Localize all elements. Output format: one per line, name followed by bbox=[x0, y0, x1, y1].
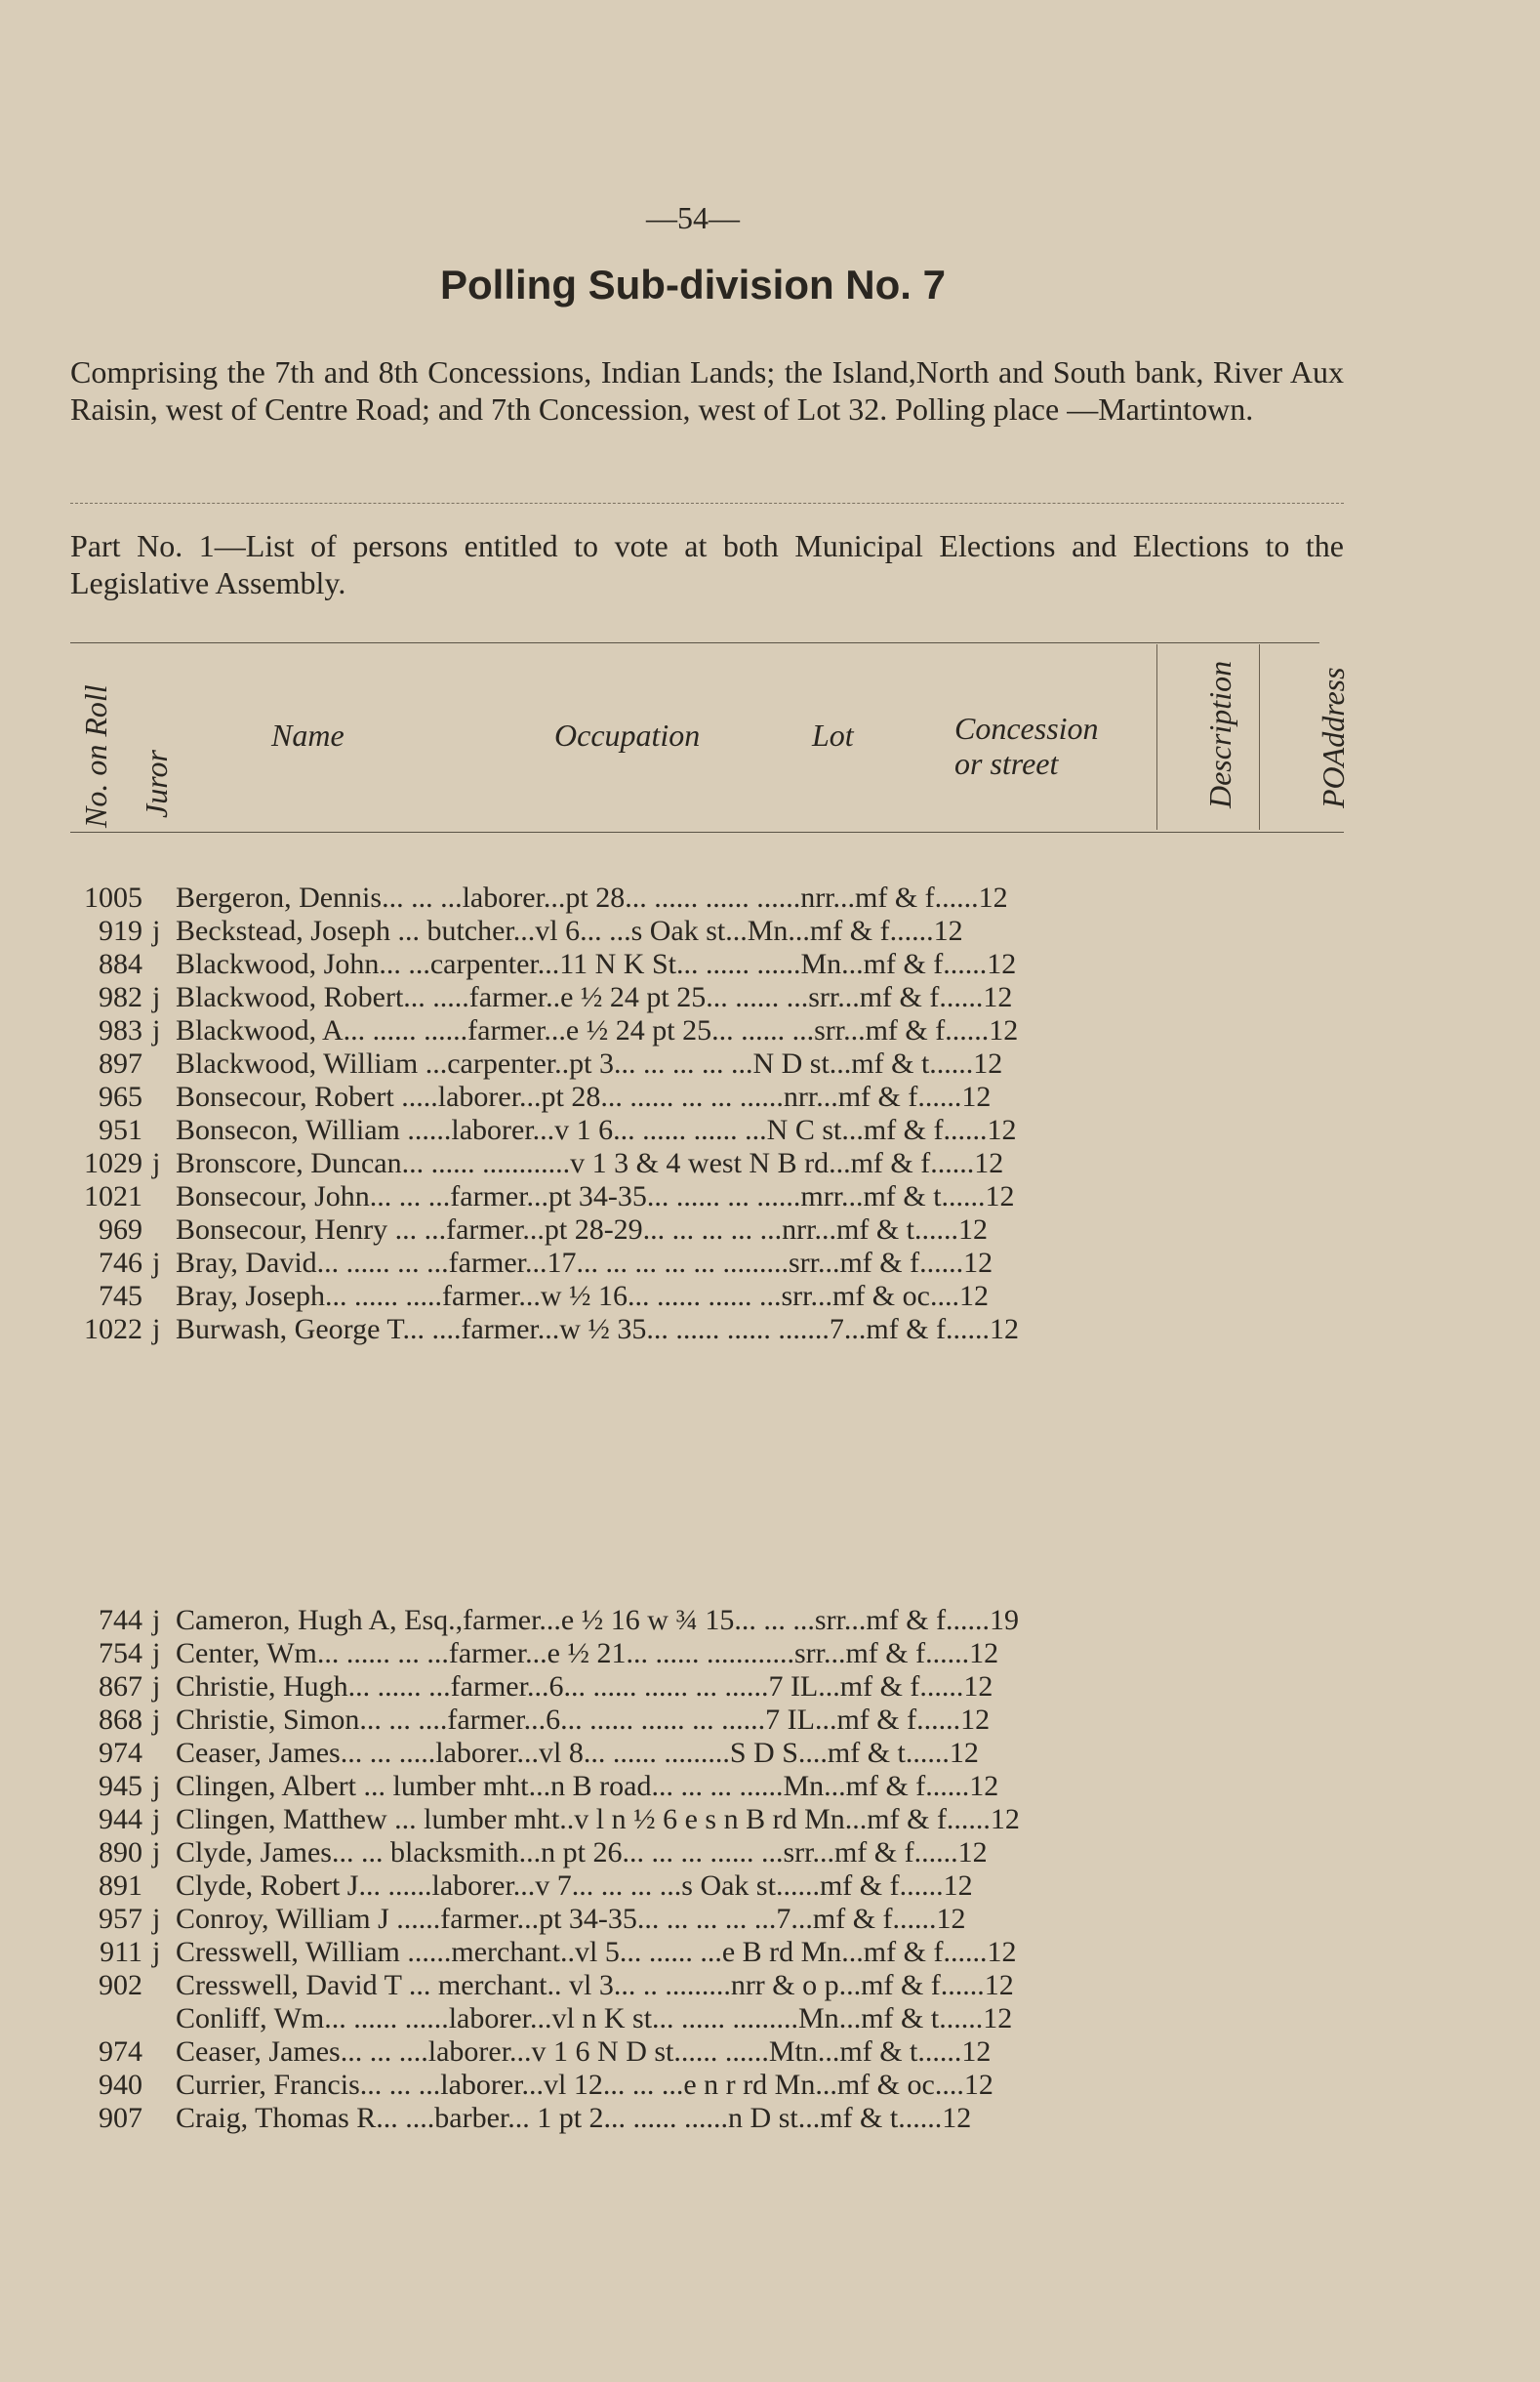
voter-list-group-2 bbox=[70, 1604, 1358, 2135]
page-title: Polling Sub-division No. 7 bbox=[439, 262, 946, 308]
roll-number: 945 bbox=[99, 1770, 142, 1802]
header-po-address: POAddress bbox=[1316, 667, 1351, 808]
roll-number: 754 bbox=[99, 1637, 142, 1669]
roll-number: 746 bbox=[99, 1247, 142, 1279]
roll-number: 1029 bbox=[84, 1147, 142, 1179]
voter-entry: Burwash, George T... ....farmer...w ½ 35... ...... ...... .......7...mf & f......12 bbox=[176, 1313, 1020, 1345]
juror-mark: j bbox=[152, 1604, 161, 1636]
voter-entry: Blackwood, Robert... .....farmer..e ½ 24 pt 25... ...... ...srr...mf & f......12 bbox=[176, 981, 1013, 1013]
list-item bbox=[70, 1936, 1358, 1969]
header-description: Description bbox=[1202, 660, 1237, 808]
header-no-on-roll: No. on Roll bbox=[78, 684, 113, 828]
list-item bbox=[70, 1213, 1358, 1247]
list-item bbox=[70, 1637, 1358, 1670]
voter-list-group-1 bbox=[70, 882, 1358, 1346]
list-item bbox=[70, 2102, 1358, 2135]
list-item bbox=[70, 2035, 1358, 2069]
list-item bbox=[70, 1903, 1358, 1936]
list-item bbox=[70, 1803, 1358, 1836]
voter-entry: Bonsecour, Robert .....laborer...pt 28... ...... ... ... ......nrr...mf & f......12 bbox=[176, 1081, 992, 1113]
roll-number: 902 bbox=[99, 1969, 142, 2001]
voter-entry: Cresswell, David T ... merchant.. vl 3... .. .........nrr & o p...mf & f......12 bbox=[176, 1969, 1014, 2001]
juror-mark: j bbox=[152, 1903, 161, 1935]
list-item bbox=[70, 1047, 1358, 1081]
voter-entry: Cresswell, William ......merchant..vl 5... ...... ...e B rd Mn...mf & f......12 bbox=[176, 1936, 1017, 1968]
roll-number: 940 bbox=[99, 2069, 142, 2101]
juror-mark: j bbox=[152, 1014, 161, 1047]
juror-mark: j bbox=[152, 1147, 161, 1179]
list-item bbox=[70, 1836, 1358, 1869]
list-item bbox=[70, 1313, 1358, 1346]
voter-entry: Blackwood, William ...carpenter..pt 3... ... ... ... ...N D st...mf & t......12 bbox=[176, 1047, 1003, 1080]
roll-number: 744 bbox=[99, 1604, 142, 1636]
voter-entry: Clyde, James... ... blacksmith...n pt 26... ... ... ...... ...srr...mf & f......12 bbox=[176, 1836, 988, 1869]
header-lot: Lot bbox=[812, 718, 854, 753]
roll-number: 897 bbox=[99, 1047, 142, 1080]
voter-entry: Conroy, William J ......farmer...pt 34-35... ... ... ... ...7...mf & f......12 bbox=[176, 1903, 966, 1935]
header-juror: Juror bbox=[139, 750, 174, 818]
list-item bbox=[70, 1147, 1358, 1180]
list-item bbox=[70, 1969, 1358, 2002]
roll-number: 974 bbox=[99, 1737, 142, 1769]
voter-entry: Bonsecour, John... ... ...farmer...pt 34-35... ...... ... ......mrr...mf & t......12 bbox=[176, 1180, 1015, 1212]
roll-number: 969 bbox=[99, 1213, 142, 1246]
voter-entry: Blackwood, John... ...carpenter...11 N K St... ...... ......Mn...mf & f......12 bbox=[176, 948, 1017, 980]
list-item bbox=[70, 915, 1358, 948]
juror-mark: j bbox=[152, 1247, 161, 1279]
intro-paragraph: Comprising the 7th and 8th Concessions, Indian Lands; the Island,North and South bank, River Aux Raisin, west of Centre Road; and 7th Concession, west of Lot 32. Polling place —Martintown. bbox=[70, 354, 1344, 427]
list-item bbox=[70, 1114, 1358, 1147]
voter-entry: Bonsecon, William ......laborer...v 1 6... ...... ...... ...N C st...mf & f......12 bbox=[176, 1114, 1017, 1146]
header-column-line bbox=[1156, 644, 1157, 830]
roll-number: 891 bbox=[99, 1869, 142, 1902]
voter-entry: Bergeron, Dennis... ... ...laborer...pt 28... ...... ...... ......nrr...mf & f......12 bbox=[176, 882, 1008, 914]
list-item bbox=[70, 2069, 1358, 2102]
list-item bbox=[70, 1014, 1358, 1047]
voter-entry: Conliff, Wm... ...... ......laborer...vl n K st... ...... .........Mn...mf & t......12 bbox=[176, 2002, 1013, 2034]
roll-number: 1005 bbox=[84, 882, 142, 914]
voter-entry: Ceaser, James... ... ....laborer...v 1 6 N D st...... ......Mtn...mf & t......12 bbox=[176, 2035, 992, 2068]
juror-mark: j bbox=[152, 1637, 161, 1669]
voter-entry: Ceaser, James... ... .....laborer...vl 8... ...... .........S D S....mf & t......12 bbox=[176, 1737, 979, 1769]
list-item bbox=[70, 1704, 1358, 1737]
header-bottom-rule bbox=[70, 832, 1344, 833]
voter-entry: Clyde, Robert J... ......laborer...v 7... ... ... ...s Oak st......mf & f......12 bbox=[176, 1869, 973, 1902]
list-item bbox=[70, 1247, 1358, 1280]
roll-number: 965 bbox=[99, 1081, 142, 1113]
list-item bbox=[70, 1670, 1358, 1704]
part-heading: Part No. 1—List of persons entitled to vote at both Municipal Elections and Elections to the Legislative Assembly. bbox=[70, 528, 1344, 600]
header-concession-line2: or street bbox=[954, 746, 1059, 781]
list-item bbox=[70, 1081, 1358, 1114]
roll-number: 919 bbox=[99, 915, 142, 947]
voter-entry: Craig, Thomas R... ....barber... 1 pt 2... ...... ......n D st...mf & t......12 bbox=[176, 2102, 972, 2134]
list-item bbox=[70, 882, 1358, 915]
list-item bbox=[70, 2002, 1358, 2035]
juror-mark: j bbox=[152, 1936, 161, 1968]
list-item bbox=[70, 1180, 1358, 1213]
juror-mark: j bbox=[152, 1803, 161, 1835]
voter-entry: Clingen, Matthew ... lumber mht..v l n ½ 6 e s n B rd Mn...mf & f......12 bbox=[176, 1803, 1020, 1835]
juror-mark: j bbox=[152, 1313, 161, 1345]
voter-entry: Beckstead, Joseph ... butcher...vl 6... ...s Oak st...Mn...mf & f......12 bbox=[176, 915, 963, 947]
roll-number: 1022 bbox=[84, 1313, 142, 1345]
juror-mark: j bbox=[152, 1836, 161, 1869]
roll-number: 983 bbox=[99, 1014, 142, 1047]
roll-number: 867 bbox=[99, 1670, 142, 1703]
roll-number: 957 bbox=[99, 1903, 142, 1935]
header-top-rule bbox=[70, 642, 1319, 643]
list-item bbox=[70, 981, 1358, 1014]
voter-entry: Bronscore, Duncan... ...... ............v 1 3 & 4 west N B rd...mf & f......12 bbox=[176, 1147, 1004, 1179]
list-item bbox=[70, 948, 1358, 981]
divider-rule bbox=[70, 503, 1344, 504]
list-item bbox=[70, 1604, 1358, 1637]
voter-entry: Currier, Francis... ... ...laborer...vl 12... ... ...e n r rd Mn...mf & oc....12 bbox=[176, 2069, 993, 2101]
voter-entry: Blackwood, A... ...... ......farmer...e ½ 24 pt 25... ...... ...srr...mf & f......12 bbox=[176, 1014, 1019, 1047]
roll-number: 951 bbox=[99, 1114, 142, 1146]
juror-mark: j bbox=[152, 1704, 161, 1736]
roll-number: 884 bbox=[99, 948, 142, 980]
roll-number: 982 bbox=[99, 981, 142, 1013]
voter-entry: Center, Wm... ...... ... ...farmer...e ½ 21... ...... ............srr...mf & f......12 bbox=[176, 1637, 999, 1669]
header-occupation: Occupation bbox=[554, 718, 701, 753]
voter-entry: Bray, David... ...... ... ...farmer...17... ... ... ... ... .........srr...mf & f......12 bbox=[176, 1247, 993, 1279]
voter-entry: Christie, Simon... ... ....farmer...6... ...... ...... ... ......7 IL...mf & f......12 bbox=[176, 1704, 991, 1736]
roll-number: 944 bbox=[99, 1803, 142, 1835]
roll-number: 745 bbox=[99, 1280, 142, 1312]
roll-number: 907 bbox=[99, 2102, 142, 2134]
voter-entry: Cameron, Hugh A, Esq.,farmer...e ½ 16 w ¾ 15... ... ...srr...mf & f......19 bbox=[176, 1604, 1020, 1636]
roll-number: 868 bbox=[99, 1704, 142, 1736]
roll-number: 1021 bbox=[84, 1180, 142, 1212]
voter-entry: Christie, Hugh... ...... ...farmer...6... ...... ...... ... ......7 IL...mf & f......12 bbox=[176, 1670, 993, 1703]
header-concession: Concession bbox=[954, 711, 1099, 746]
list-item bbox=[70, 1770, 1358, 1803]
list-item bbox=[70, 1737, 1358, 1770]
roll-number: 974 bbox=[99, 2035, 142, 2068]
voter-entry: Clingen, Albert ... lumber mht...n B road... ... ... ......Mn...mf & f......12 bbox=[176, 1770, 999, 1802]
header-column-line bbox=[1259, 644, 1260, 830]
list-item bbox=[70, 1280, 1358, 1313]
roll-number: 911 bbox=[100, 1936, 142, 1968]
juror-mark: j bbox=[152, 1770, 161, 1802]
juror-mark: j bbox=[152, 915, 161, 947]
header-name: Name bbox=[271, 718, 344, 753]
juror-mark: j bbox=[152, 1670, 161, 1703]
list-item bbox=[70, 1869, 1358, 1903]
voter-entry: Bonsecour, Henry ... ...farmer...pt 28-29... ... ... ... ...nrr...mf & t......12 bbox=[176, 1213, 989, 1246]
roll-number: 890 bbox=[99, 1836, 142, 1869]
juror-mark: j bbox=[152, 981, 161, 1013]
page-number: —54— bbox=[646, 200, 740, 235]
voter-entry: Bray, Joseph... ...... .....farmer...w ½ 16... ...... ...... ...srr...mf & oc....12 bbox=[176, 1280, 989, 1312]
